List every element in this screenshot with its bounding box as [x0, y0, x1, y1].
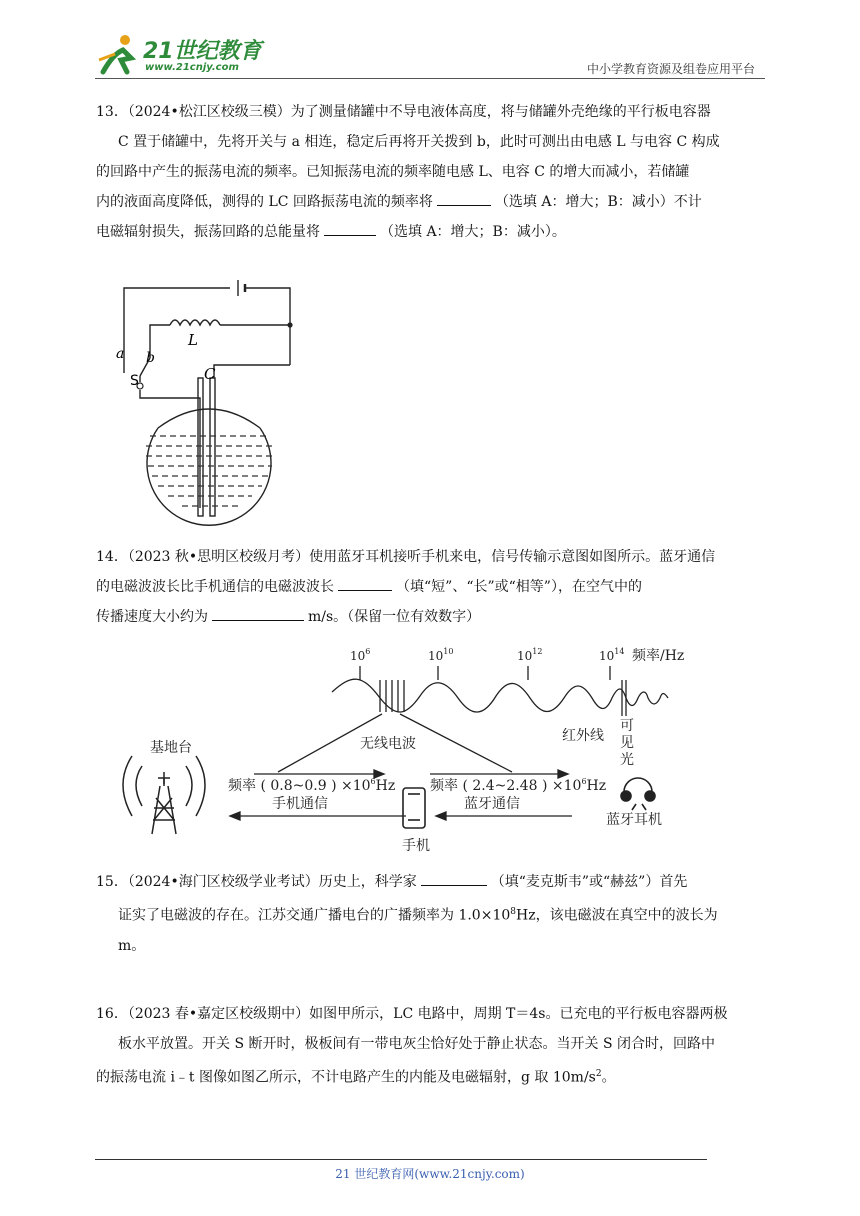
radio-wave-label: 无线电波 — [360, 736, 416, 752]
page-header — [95, 28, 765, 80]
header-divider — [95, 78, 765, 79]
q13-line5-text: 电磁辐射损失，振荡回路的总能量将 — [96, 224, 320, 240]
question-14 — [96, 542, 764, 632]
q13-line5-tail: （选填 A：增大；B：减小）。 — [380, 224, 566, 240]
header-slogan: 中小学教育资源及组卷应用平台 — [586, 62, 755, 76]
q13-line4-tail: （选填 A：增大；B：减小）不计 — [494, 194, 702, 210]
footer-divider — [95, 1159, 707, 1160]
q13-line3: 的回路中产生的振荡电流的频率。已知振荡电流的频率随电感 L、电容 C 的增大而减小，若储罐 — [96, 164, 690, 180]
base-station-label: 基地台 — [150, 740, 192, 756]
phone-icon — [403, 788, 425, 828]
label-a: a — [116, 346, 125, 362]
tick-1e10: $10^{10}$ — [428, 647, 454, 663]
q15-line2 — [96, 897, 764, 931]
q15-line1 — [96, 867, 764, 897]
q14-line2 — [96, 572, 764, 602]
q13-line2: C 置于储罐中，先将开关与 a 相连，稳定后再将开关拨到 b，此时可测出由电感 L 与电容 C 构成 — [118, 134, 720, 150]
antenna-tower-icon — [123, 756, 205, 834]
q13-circuit-figure — [110, 278, 310, 526]
q16-line3 — [96, 1059, 764, 1093]
q15-line2-text: 证实了电磁波的存在。江苏交通广播电台的广播频率为 1.0×10 — [118, 907, 511, 924]
logo-text: 21世纪教育 — [143, 39, 262, 64]
q15-line2-tail: Hz，该电磁波在真空中的波长为 — [516, 907, 718, 924]
q15-line2-exp: 8 — [510, 907, 516, 917]
q14-line1: 14．（2023 秋•思明区校级月考）使用蓝牙耳机接听手机来电，信号传输示意图如图所示。蓝牙通信 — [96, 549, 716, 565]
label-S: S — [130, 373, 139, 389]
q16-line1: 16．（2023 春•嘉定区校级期中）如图甲所示，LC 电路中，周期 T＝4s。已充电的平行板电容器两极 — [96, 1006, 728, 1022]
headset-icon — [621, 778, 655, 810]
q16-line2: 板水平放置。开关 S 断开时，极板间有一带电灰尘恰好处于静止状态。当开关 S 闭合时，回路中 — [118, 1036, 715, 1052]
q13-line4-text: 内的液面高度降低，测得的 LC 回路振荡电流的频率将 — [96, 194, 433, 210]
visible-label-1: 可 — [620, 718, 634, 734]
q15-line1-tail: （填“麦克斯韦”或“赫兹”）首先 — [490, 874, 688, 890]
q14-answer-blank-1[interactable] — [338, 576, 392, 591]
tick-1e12: $10^{12}$ — [517, 647, 543, 663]
headset-label: 蓝牙耳机 — [606, 812, 662, 828]
runner-logo-icon — [95, 32, 141, 76]
logo-url: www.21cnjy.com — [145, 62, 239, 73]
q15-answer-blank-1[interactable] — [421, 871, 487, 886]
q13-line1: 13．（2024•松江区校级三模）为了测量储罐中不导电液体高度，将与储罐外壳绝缘的平行板电容器 — [96, 104, 711, 120]
freq-axis-label: 频率/Hz — [632, 648, 685, 664]
tick-1e14: $10^{14}$ — [599, 647, 625, 663]
visible-label-3: 光 — [620, 752, 634, 768]
q14-line3-text: 传播速度大小约为 — [96, 609, 208, 625]
bt-comm-label: 蓝牙通信 — [464, 796, 520, 812]
q14-spectrum-figure — [112, 640, 692, 858]
label-b: b — [146, 350, 155, 366]
q13-answer-blank-1[interactable] — [437, 191, 491, 206]
q14-line3 — [96, 602, 764, 632]
question-16 — [96, 999, 764, 1093]
label-L: L — [188, 331, 198, 349]
q16-line3-exp: 2 — [595, 1069, 602, 1079]
q14-line2-text: 的电磁波波长比手机通信的电磁波波长 — [96, 579, 334, 595]
label-C: C — [204, 365, 216, 383]
visible-label-2: 见 — [620, 735, 634, 751]
q16-line3-tail: 。 — [601, 1069, 616, 1086]
tick-1e6: $10^6$ — [350, 647, 371, 663]
q15-line3: m。 — [118, 937, 146, 954]
q14-line3-tail: m/s。（保留一位有效数字） — [308, 609, 481, 625]
phone-comm-label: 手机通信 — [272, 796, 328, 812]
q16-line3-text: 的振荡电流 i﹣t 图像如图乙所示，不计电路产生的内能及电磁辐射，g 取 10m/s — [96, 1069, 596, 1086]
q13-line5 — [96, 217, 764, 247]
q13-answer-blank-2[interactable] — [324, 221, 376, 236]
site-logo[interactable] — [95, 32, 265, 76]
question-15 — [96, 867, 764, 961]
phone-label: 手机 — [402, 838, 430, 854]
q14-answer-blank-2[interactable] — [212, 606, 304, 621]
question-13 — [96, 97, 764, 247]
q13-line4 — [96, 187, 764, 217]
phone-freq-label: 频率 ( 0.8~0.9 ) $\times 10^6Hz$ — [228, 777, 396, 794]
q15-line1-text: 15．（2024•海门区校级学业考试）历史上，科学家 — [96, 874, 417, 890]
infrared-label: 红外线 — [562, 728, 604, 744]
footer-link[interactable]: 21 世纪教育网(www.21cnjy.com) — [335, 1167, 525, 1181]
q14-line2-tail: （填“短”、“长”或“相等”），在空气中的 — [396, 579, 642, 595]
bt-freq-label: 频率 ( 2.4~2.48 ) $\times 10^6Hz$ — [430, 777, 607, 794]
